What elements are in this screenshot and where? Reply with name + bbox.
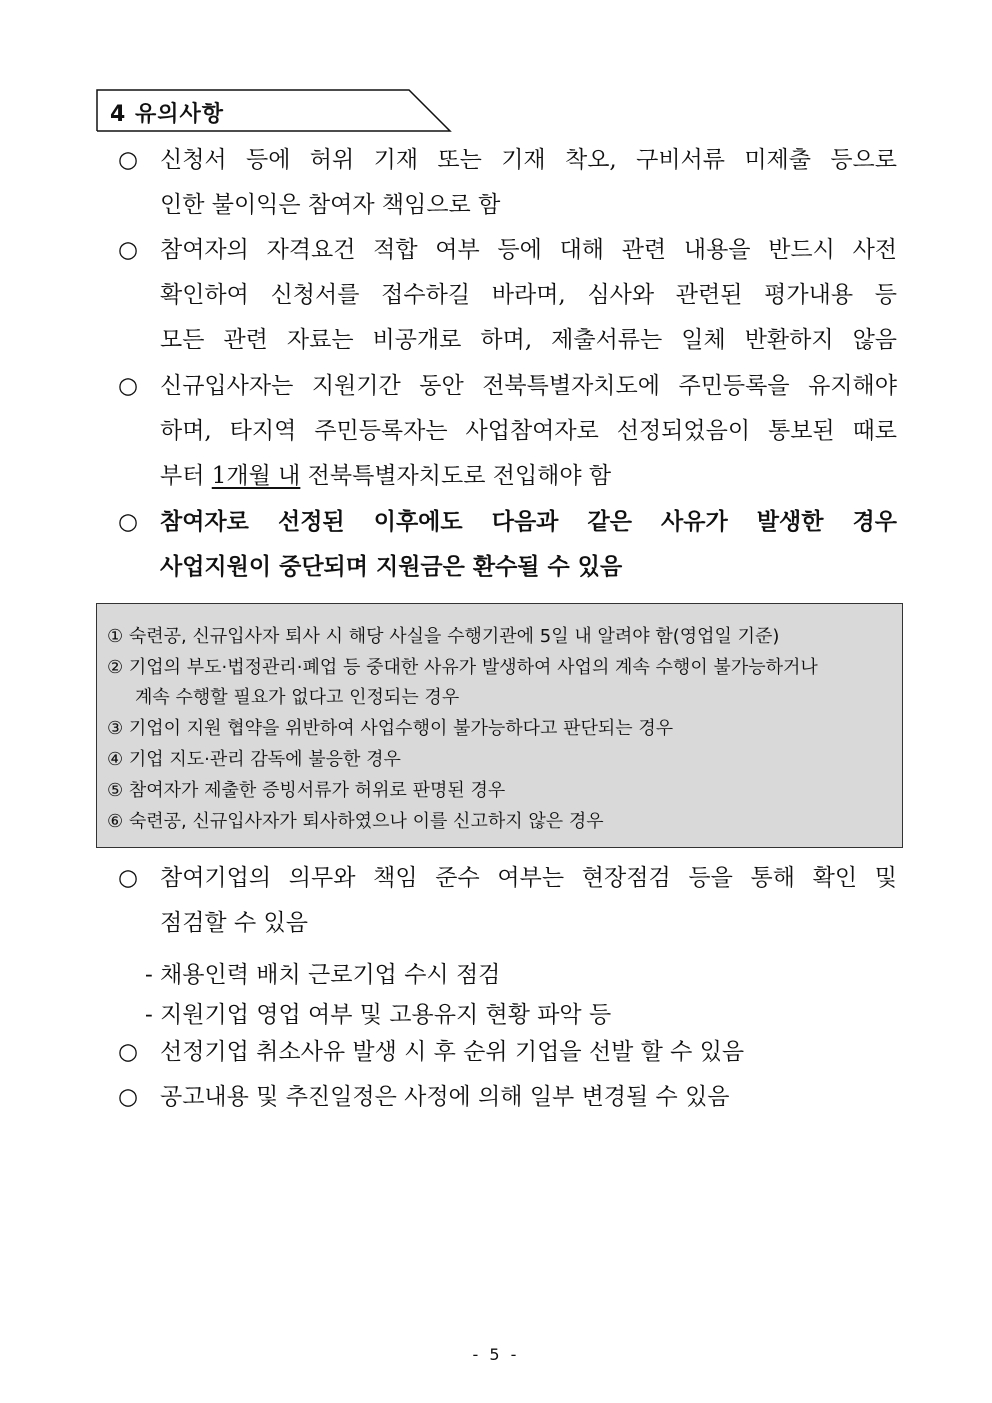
bullet-item [118, 1075, 908, 1120]
bullet-line: 모든 관련 자료는 비공개로 하며, 제출서류는 일체 반환하지 않음 [160, 327, 897, 353]
bullet-item [118, 856, 908, 946]
bullet-line: 점검할 수 있음 [160, 910, 308, 936]
bullet-item [118, 228, 908, 363]
bullet-line: 참여자로 선정된 이후에도 다음과 같은 사유가 발생한 경우 [160, 508, 897, 535]
bullet-line: 하며, 타지역 주민등록자는 사업참여자로 선정되었음이 통보된 때로 [160, 418, 897, 444]
bullet-line: 인한 불이익은 참여자 책임으로 함 [160, 192, 501, 218]
notice-item: ① 숙련공, 신규입사자 퇴사 시 해당 사실을 수행기관에 5일 내 알려야 함(영업일 기준) [107, 626, 780, 647]
notice-item: ⑤ 참여자가 제출한 증빙서류가 허위로 판명된 경우 [107, 780, 506, 801]
bullet-line: 신청서 등에 허위 기재 또는 기재 착오, 구비서류 미제출 등으로 [160, 147, 897, 173]
bullet-line: 선정기업 취소사유 발생 시 후 순위 기업을 선발 할 수 있음 [160, 1039, 745, 1065]
text-prefix: 부터 [160, 463, 212, 489]
bullet-item-bold [118, 499, 908, 589]
bullet-line: 신규입사자는 지원기간 동안 전북특별자치도에 주민등록을 유지해야 [160, 373, 897, 399]
section-title: 4 유의사항 [110, 102, 224, 127]
circle-bullet-icon: ○ [118, 147, 139, 173]
notice-item: ② 기업의 부도·법정관리·폐업 등 중대한 사유가 발생하여 사업의 계속 수행이 불가능하거나 [107, 657, 818, 678]
notice-box [96, 603, 903, 848]
underlined-deadline: 1개월 내 [211, 463, 301, 489]
section-title-tab [96, 89, 452, 132]
notice-item-continuation: 계속 수행할 필요가 없다고 인정되는 경우 [135, 687, 460, 708]
notice-item: ⑥ 숙련공, 신규입사자가 퇴사하였으나 이를 신고하지 않은 경우 [107, 811, 604, 832]
dash-item: - 지원기업 영업 여부 및 고용유지 현황 파악 등 [145, 1002, 612, 1028]
bullet-item [118, 364, 908, 499]
circle-bullet-icon: ○ [118, 237, 139, 263]
bullet-item [118, 1030, 908, 1075]
circle-bullet-icon: ○ [118, 1039, 139, 1065]
bullet-item [118, 138, 908, 228]
page-number: - 5 - [472, 1345, 520, 1364]
bullet-line: 참여기업의 의무와 책임 준수 여부는 현장점검 등을 통해 확인 및 [160, 865, 897, 891]
dash-item: - 채용인력 배치 근로기업 수시 점검 [145, 962, 501, 988]
notice-item: ③ 기업이 지원 협약을 위반하여 사업수행이 불가능하다고 판단되는 경우 [107, 718, 674, 739]
circle-bullet-icon: ○ [118, 373, 139, 399]
bullet-line: 공고내용 및 추진일정은 사정에 의해 일부 변경될 수 있음 [160, 1084, 730, 1110]
bullet-line [118, 454, 897, 499]
circle-bullet-icon: ○ [118, 508, 139, 535]
bullet-line: 확인하여 신청서를 접수하길 바라며, 심사와 관련된 평가내용 등 [160, 282, 897, 308]
circle-bullet-icon: ○ [118, 865, 139, 891]
notice-item: ④ 기업 지도·관리 감독에 불응한 경우 [107, 749, 401, 770]
bullet-line: 참여자의 자격요건 적합 여부 등에 대해 관련 내용을 반드시 사전 [160, 237, 897, 263]
circle-bullet-icon: ○ [118, 1084, 139, 1110]
text-suffix: 전북특별자치도로 전입해야 함 [300, 463, 612, 489]
bullet-line: 사업지원이 중단되며 지원금은 환수될 수 있음 [160, 553, 623, 580]
